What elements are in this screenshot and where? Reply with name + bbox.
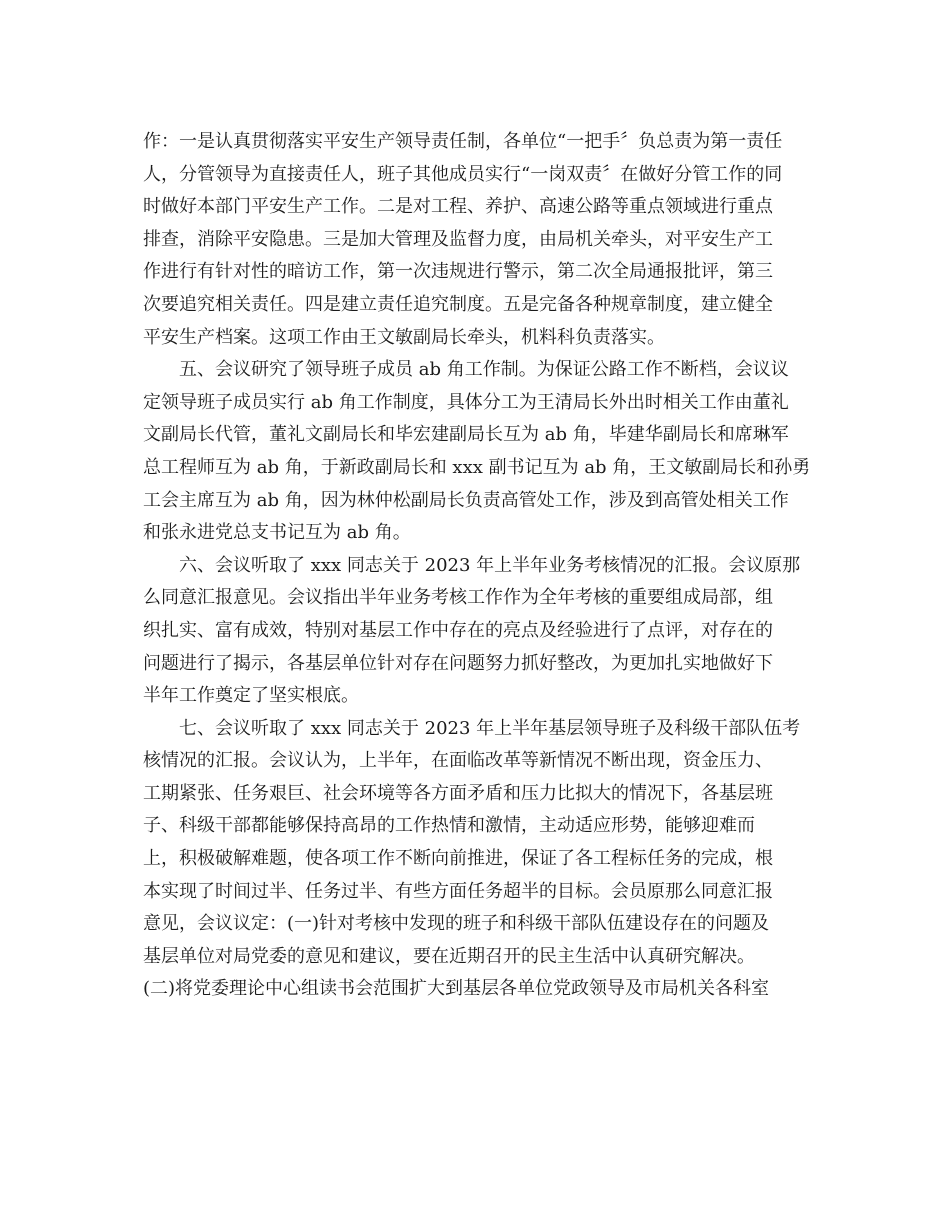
text-line: 作进行有针对性的暗访工作，第一次违规进行警示，第二次全局通报批评，第三: [143, 261, 773, 283]
text-line: 作：一是认真贯彻落实平安生产领导责任制，各单位“一把手〞负总责为第一责任: [143, 131, 783, 152]
text-line: 时做好本部门平安生产工作。二是对工程、养护、高速公路等重点领域进行重点: [143, 196, 773, 218]
text-line: 工期紧张、任务艰巨、社会环境等各方面矛盾和压力比拟大的情况下，各基层班: [143, 782, 773, 804]
text-line: 核情况的汇报。会议认为，上半年，在面临改革等新情况不断出现，资金压力、: [143, 750, 773, 772]
text-line: 问题进行了揭示，各基层单位针对存在问题努力抓好整改，为更加扎实地做好下: [143, 652, 773, 674]
text-line: 排查，消除平安隐患。三是加大管理及监督力度，由局机关牵头，对平安生产工: [143, 228, 773, 250]
paragraph-7-start: 七、会议听取了 xxx 同志关于 2023 年上半年基层领导班子及科级干部队伍考: [179, 717, 801, 739]
text-line: 工会主席互为 ab 角，因为林仲松副局长负责高管处工作，涉及到高管处相关工作: [143, 489, 789, 511]
text-line: 上，积极破解难题，使各项工作不断向前推进，保证了各工程标任务的完成，根: [143, 848, 773, 870]
text-line: (二)将党委理论中心组读书会范围扩大到基层各单位党政领导及市局机关各科室: [143, 978, 770, 1000]
text-line: 平安生产档案。这项工作由王文敏副局长牵头，机料科负责落实。: [143, 326, 665, 348]
text-line: 总工程师互为 ab 角，于新政副局长和 xxx 副书记互为 ab 角，王文敏副局长和孙勇: [143, 456, 811, 478]
text-line: 意见，会议议定：(一)针对考核中发现的班子和科级干部队伍建设存在的问题及: [143, 913, 770, 935]
text-line: 定领导班子成员实行 ab 角工作制度，具体分工为王清局长外出时相关工作由董礼: [143, 391, 789, 413]
paragraph-5-start: 五、会议研究了领导班子成员 ab 角工作制。为保证公路工作不断档，会议议: [179, 359, 789, 381]
text-line: 织扎实、富有成效，特别对基层工作中存在的亮点及经验进行了点评，对存在的: [143, 619, 773, 641]
text-line: 和张永进党总支书记互为 ab 角。: [143, 522, 411, 544]
text-line: 人，分管领导为直接责任人，班子其他成员实行“一岗双责〞在做好分管工作的同: [143, 163, 783, 185]
text-line: 次要追究相关责任。四是建立责任追究制度。五是完备各种规章制度，建立健全: [143, 293, 773, 315]
text-line: 基层单位对局党委的意见和建议，要在近期召开的民主生活中认真研究解决。: [143, 945, 755, 967]
text-line: 半年工作奠定了坚实根底。: [143, 685, 359, 707]
document-body: [143, 126, 811, 1006]
text-line: 文副局长代管，董礼文副局长和毕宏建副局长互为 ab 角，毕建华副局长和席琳军: [143, 424, 789, 446]
text-line: 么同意汇报意见。会议指出半年业务考核工作作为全年考核的重要组成局部，组: [143, 587, 773, 609]
text-line: 本实现了时间过半、任务过半、有些方面任务超半的目标。会员原那么同意汇报: [143, 880, 773, 902]
text-line: 子、科级干部都能够保持高昂的工作热情和激情，主动适应形势，能够迎难而: [143, 815, 755, 837]
paragraph-6-start: 六、会议听取了 xxx 同志关于 2023 年上半年业务考核情况的汇报。会议原那: [179, 554, 801, 576]
